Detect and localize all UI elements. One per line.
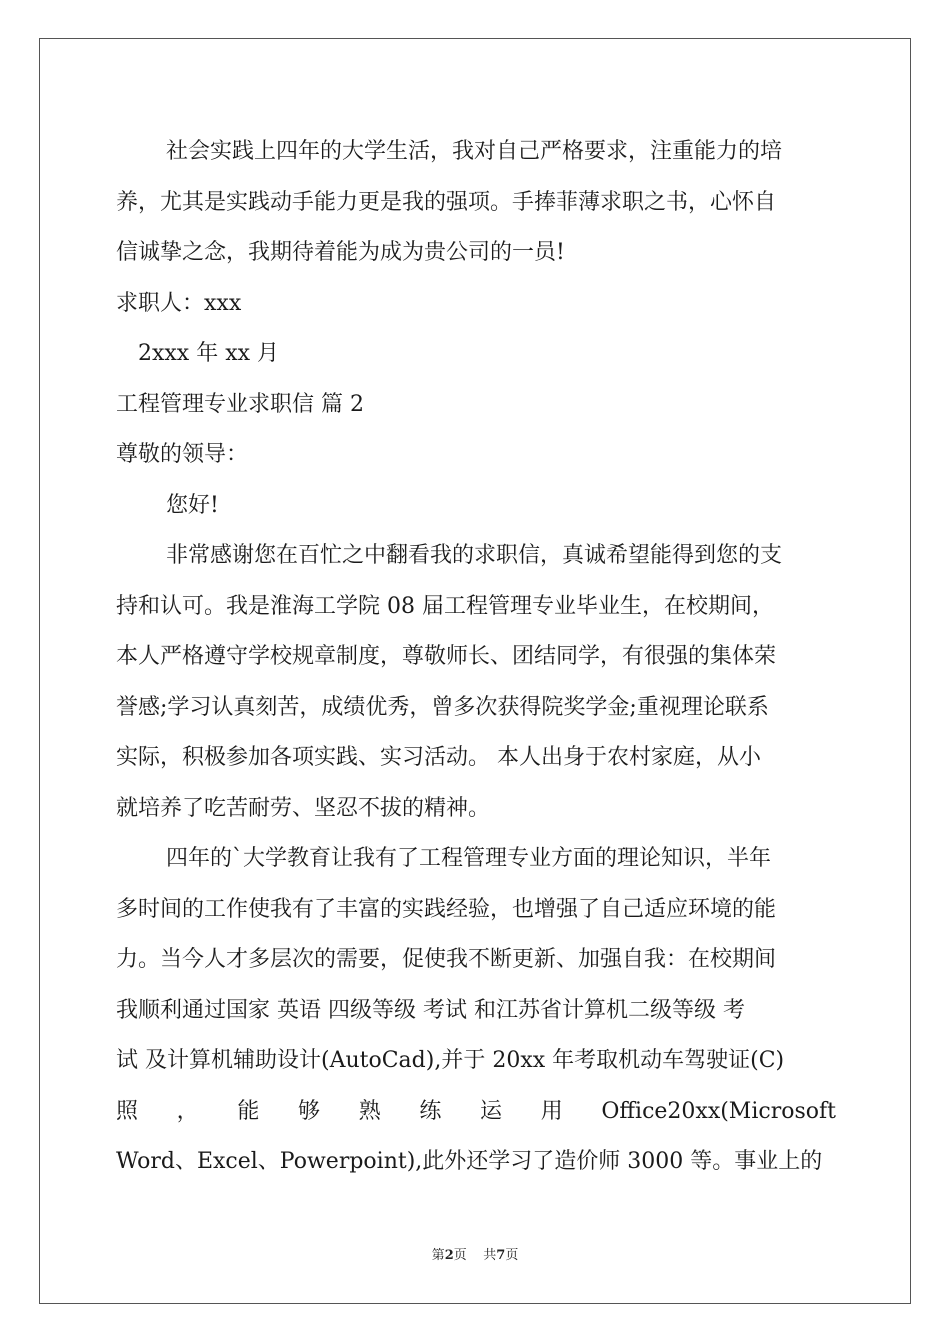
paragraph-line: 多时间的工作使我有了丰富的实践经验，也增强了自己适应环境的能 xyxy=(116,896,777,922)
paragraph-line: Word、Excel、Powerpoint),此外还学习了造价师 3000 等。事业上的 xyxy=(116,1149,823,1174)
page-footer xyxy=(0,1244,950,1263)
greeting: 您好! xyxy=(166,492,219,518)
document-body xyxy=(116,127,836,1188)
footer-mid: 页 共 xyxy=(453,1248,497,1263)
paragraph-line: 誉感;学习认真刻苦，成绩优秀，曾多次获得院奖学金;重视理论联系 xyxy=(116,694,769,720)
paragraph-line: 养，尤其是实践动手能力更是我的强项。手捧菲薄求职之书，心怀自 xyxy=(116,189,777,215)
signer-line: 求职人：xxx xyxy=(116,290,242,316)
section-heading: 工程管理专业求职信 篇 2 xyxy=(116,391,364,417)
word: 运 xyxy=(480,1098,503,1124)
footer-suffix: 页 xyxy=(505,1248,519,1263)
word: 够 xyxy=(298,1098,321,1124)
paragraph-line: 非常感谢您在百忙之中翻看我的求职信，真诚希望能得到您的支 xyxy=(166,543,783,568)
paragraph-line: 我顺利通过国家 英语 四级等级 考试 和江苏省计算机二级等级 考 xyxy=(116,997,745,1023)
paragraph-line: 四年的`大学教育让我有了工程管理专业方面的理论知识，半年 xyxy=(166,846,772,871)
paragraph-line: 力。当今人才多层次的需要，促使我不断更新、加强自我：在校期间 xyxy=(116,947,777,972)
paragraph-line: 社会实践上四年的大学生活，我对自己严格要求，注重能力的培 xyxy=(166,139,783,164)
word: Office20xx(Microsoft xyxy=(601,1098,836,1124)
footer-prefix: 第 xyxy=(431,1248,445,1263)
paragraph-line: 试 及计算机辅助设计(AutoCad),并于 20xx 年考取机动车驾驶证(C) xyxy=(116,1048,785,1073)
paragraph-line-justified xyxy=(116,1087,836,1138)
word: 熟 xyxy=(358,1098,381,1124)
paragraph-line: 就培养了吃苦耐劳、坚忍不拔的精神。 xyxy=(116,795,491,821)
salutation: 尊敬的领导： xyxy=(116,442,249,467)
word: 练 xyxy=(419,1098,442,1124)
paragraph-line: 持和认可。我是淮海工学院 08 届工程管理专业毕业生，在校期间， xyxy=(116,593,774,619)
paragraph-line: 信诚挚之念，我期待着能为成为贵公司的一员! xyxy=(116,240,565,265)
word: ， xyxy=(176,1098,199,1124)
paragraph-line: 本人严格遵守学校规章制度，尊敬师长、团结同学，有很强的集体荣 xyxy=(116,644,777,669)
word: 能 xyxy=(237,1098,260,1124)
current-page-number: 2 xyxy=(444,1248,454,1263)
date-line: 2xxx 年 xx 月 xyxy=(138,341,280,366)
total-page-number: 7 xyxy=(496,1248,506,1263)
paragraph-line: 实际，积极参加各项实践、实习活动。 本人出身于农村家庭，从小 xyxy=(116,745,761,770)
word: 用 xyxy=(540,1098,563,1124)
word: 照 xyxy=(116,1098,139,1124)
